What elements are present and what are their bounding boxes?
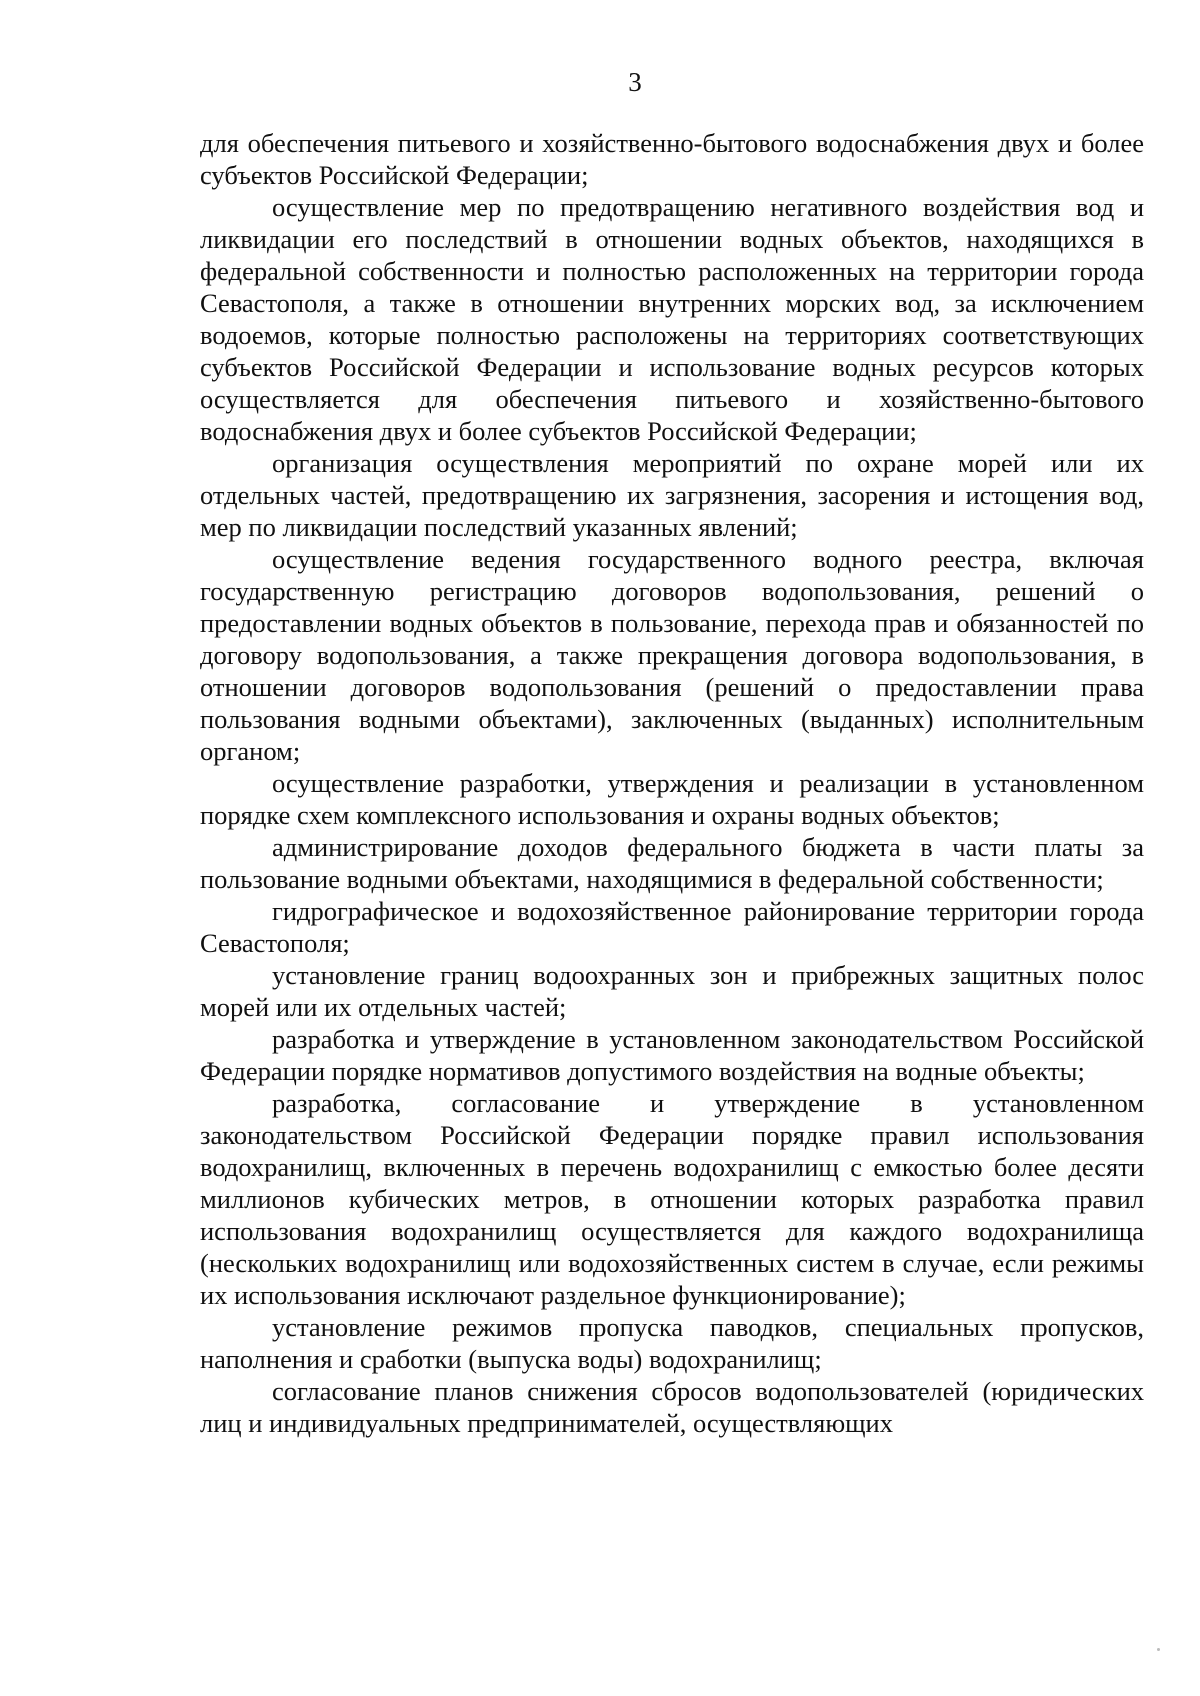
paragraph-reservoir-rules: разработка, согласование и утверждение в установленном законодательством Российской Федерации порядке правил использования водохранилищ, включенных в перечень водохранилищ с емкостью более десяти миллионов кубических метров, в отношении которых разработка правил использования водохранилищ осуществляется для каждого водохранилища (нескольких водохранилищ или водохозяйственных систем в случае, если режимы их использования исключают раздельное функционирование); [200,1088,1144,1310]
page-number: 3 [628,67,642,97]
paragraph-continuation: для обеспечения питьевого и хозяйственно-бытового водоснабжения двух и более субъектов Российской Федерации; [200,128,1144,190]
paragraph-negative-impact-measures: осуществление мер по предотвращению негативного воздействия вод и ликвидации его последствий в отношении водных объектов, находящихся в федеральной собственности и полностью расположенных на территории города Севастополя, а также в отношении внутренних морских вод, за исключением водоемов, которые полностью расположены на территориях соответствующих субъектов Российской Федерации и использование водных ресурсов которых осуществляется для обеспечения питьевого и хозяйственно-бытового водоснабжения двух и более субъектов Российской Федерации; [200,192,1144,446]
paragraph-budget-revenue: администрирование доходов федерального бюджета в части платы за пользование водными объектами, находящимися в федеральной собственности; [200,832,1144,894]
paragraph-sea-protection: организация осуществления мероприятий по охране морей или их отдельных частей, предотвращению их загрязнения, засорения и истощения вод, мер по ликвидации последствий указанных явлений; [200,448,1144,542]
scan-speck [1157,1648,1160,1651]
paragraph-water-protection-zones: установление границ водоохранных зон и прибрежных защитных полос морей или их отдельных частей; [200,960,1144,1022]
paragraph-hydrographic-zoning: гидрографическое и водохозяйственное районирование территории города Севастополя; [200,896,1144,958]
paragraph-flood-regimes: установление режимов пропуска паводков, специальных пропусков, наполнения и сработки (выпуска воды) водохранилищ; [200,1312,1144,1374]
document-body [200,127,1144,1439]
paragraph-water-registry: осуществление ведения государственного водного реестра, включая государственную регистрацию договоров водопользования, решений о предоставлении водных объектов в пользование, перехода прав и обязанностей по договору водопользования, а также прекращения договора водопользования, в отношении договоров водопользования (решений о предоставлении права пользования водными объектами), заключенных (выданных) исполнительным органом; [200,544,1144,766]
paragraph-impact-standards: разработка и утверждение в установленном законодательством Российской Федерации порядке нормативов допустимого воздействия на водные объекты; [200,1024,1144,1086]
paragraph-integrated-use-schemes: осуществление разработки, утверждения и реализации в установленном порядке схем комплексного использования и охраны водных объектов; [200,768,1144,830]
paragraph-discharge-plans: согласование планов снижения сбросов водопользователей (юридических лиц и индивидуальных предпринимателей, осуществляющих [200,1376,1144,1438]
